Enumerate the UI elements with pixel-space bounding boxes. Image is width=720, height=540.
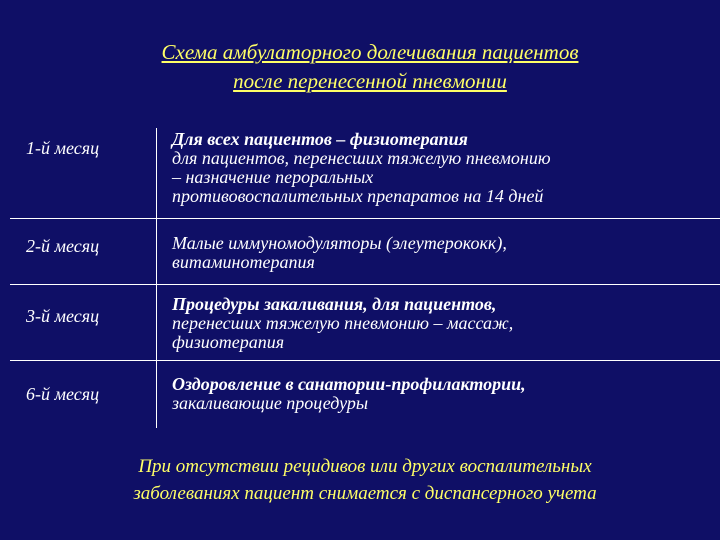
description-line: Малые иммуномодуляторы (элеутерококк), — [172, 233, 507, 253]
description-line: физиотерапия — [172, 332, 285, 352]
row-divider — [10, 360, 720, 361]
column-divider — [156, 128, 157, 428]
month-description-3 — [172, 295, 707, 352]
description-line: закаливающие процедуры — [172, 393, 369, 413]
row-divider — [10, 218, 720, 219]
description-line: витаминотерапия — [172, 252, 315, 272]
footer-note — [20, 453, 710, 507]
slide-title — [60, 38, 680, 96]
month-description-4 — [172, 375, 707, 413]
title-line-1: Схема амбулаторного долечивания пациентов — [161, 40, 579, 64]
month-description-2 — [172, 234, 707, 272]
month-label-1: 1-й месяц — [26, 138, 100, 158]
title-line-2: после перенесенной пневмонии — [233, 69, 507, 93]
description-line: Оздоровление в санатории-профилактории, — [172, 374, 526, 394]
month-label-2: 2-й месяц — [26, 236, 100, 256]
month-label-3: 3-й месяц — [26, 306, 100, 326]
description-line: перенесших тяжелую пневмонию – массаж, — [172, 313, 514, 333]
footer-line-2: заболеваниях пациент снимается с диспансерного учета — [133, 483, 597, 504]
row-divider — [10, 284, 720, 285]
description-line: Для всех пациентов – физиотерапия — [172, 129, 468, 149]
month-description-1 — [172, 130, 707, 206]
description-line: для пациентов, перенесших тяжелую пневмонию — [172, 148, 551, 168]
description-line: Процедуры закаливания, для пациентов, — [172, 294, 497, 314]
footer-line-1: При отсутствии рецидивов или других воспалительных — [138, 456, 592, 477]
description-line: – назначение пероральных — [172, 167, 374, 187]
month-label-4: 6-й месяц — [26, 384, 100, 404]
description-line: противовоспалительных препаратов на 14 дней — [172, 186, 544, 206]
